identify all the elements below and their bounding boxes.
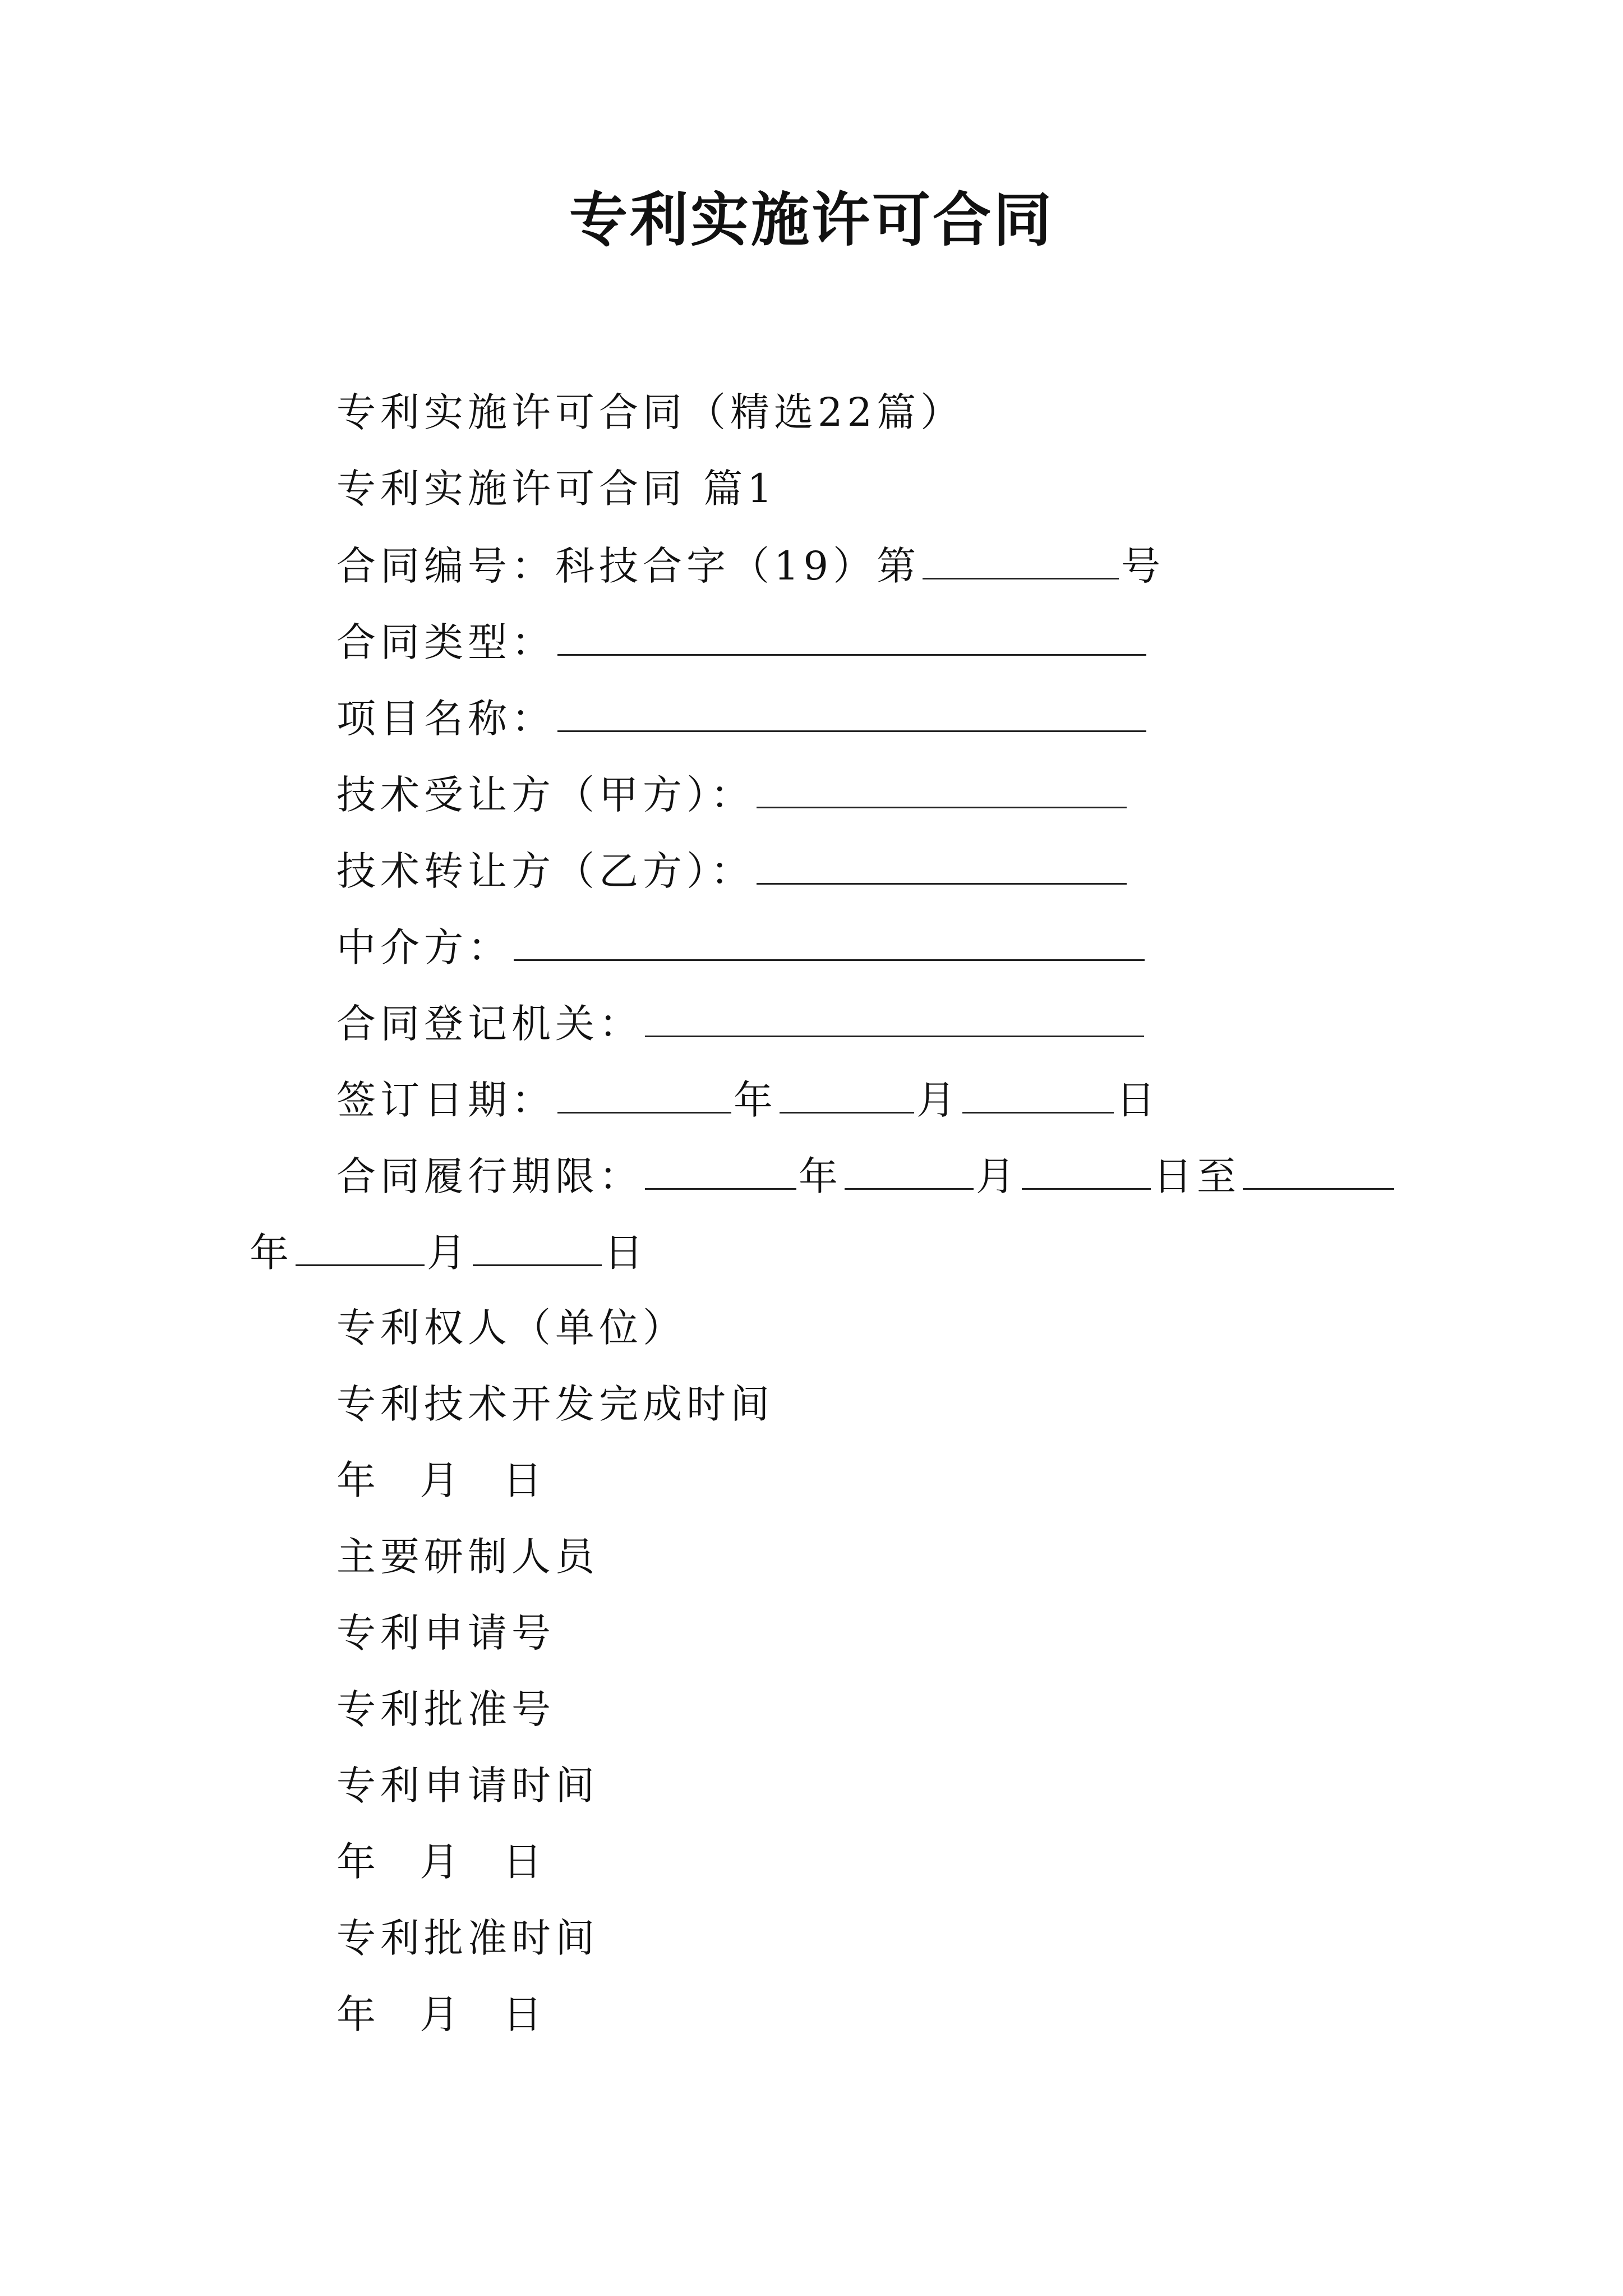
sign-year-blank[interactable]	[557, 1079, 731, 1114]
term-end-day-text: 日	[604, 1230, 648, 1276]
party-b-blank[interactable]	[757, 850, 1127, 885]
contract-number-blank[interactable]	[923, 545, 1119, 579]
term-end-month-blank[interactable]	[296, 1232, 425, 1266]
term-start-year-text: 年	[799, 1153, 842, 1199]
sign-date-line	[336, 1077, 1160, 1123]
patentee-item: 专利权人（单位）	[336, 1305, 686, 1351]
term-start-day-blank[interactable]	[1022, 1156, 1151, 1190]
contract-type-label: 合同类型：	[336, 619, 555, 665]
contract-number-label: 合同编号：科技合字（19）第	[336, 543, 921, 589]
intermediary-blank[interactable]	[514, 927, 1145, 961]
contract-type-blank[interactable]	[557, 622, 1146, 656]
contract-type-line	[336, 619, 1149, 665]
contract-number-suffix: 号	[1121, 543, 1165, 589]
registry-blank[interactable]	[645, 1003, 1144, 1037]
application-number-item: 专利申请号	[336, 1610, 555, 1656]
sign-year-text: 年	[734, 1077, 777, 1123]
project-name-blank[interactable]	[557, 698, 1146, 732]
party-b-label: 技术转让方（乙方）：	[336, 848, 754, 894]
section-heading: 专利实施许可合同 篇1	[336, 466, 777, 512]
party-a-blank[interactable]	[757, 774, 1127, 808]
document-subtitle: 专利实施许可合同（精选22篇）	[336, 389, 965, 435]
intermediary-label: 中介方：	[336, 924, 511, 970]
term-start-year-blank[interactable]	[645, 1156, 796, 1190]
grant-time-item: 专利批准时间	[336, 1915, 599, 1961]
researchers-item: 主要研制人员	[336, 1534, 599, 1580]
term-end-year-text: 年	[250, 1230, 293, 1276]
term-start-month-text: 月	[976, 1153, 1020, 1199]
sign-date-label: 签订日期：	[336, 1077, 555, 1123]
dev-time-date: 年 月 日	[336, 1457, 547, 1503]
sign-month-text: 月	[916, 1077, 960, 1123]
term-label: 合同履行期限：	[336, 1153, 643, 1199]
term-end-year-blank[interactable]	[1243, 1156, 1394, 1190]
party-b-line	[336, 848, 1129, 894]
sign-day-blank[interactable]	[962, 1079, 1114, 1114]
registry-line	[336, 1001, 1146, 1047]
application-time-date: 年 月 日	[336, 1839, 547, 1885]
contract-number-line	[336, 543, 1165, 589]
sign-day-text: 日	[1116, 1077, 1160, 1123]
term-line	[336, 1153, 1396, 1199]
document-title: 专利实施许可合同	[569, 185, 1054, 254]
sign-month-blank[interactable]	[780, 1079, 914, 1114]
registry-label: 合同登记机关：	[336, 1001, 643, 1047]
grant-time-date: 年 月 日	[336, 1991, 547, 2037]
term-end-day-blank[interactable]	[473, 1232, 602, 1266]
grant-number-item: 专利批准号	[336, 1686, 555, 1732]
term-start-month-blank[interactable]	[845, 1156, 974, 1190]
intermediary-line	[336, 924, 1147, 970]
project-name-label: 项目名称：	[336, 696, 555, 742]
term-continuation-line	[250, 1230, 648, 1276]
party-a-label: 技术受让方（甲方）：	[336, 772, 754, 818]
term-day-to-text: 日至	[1153, 1153, 1241, 1199]
dev-time-item: 专利技术开发完成时间	[336, 1381, 774, 1427]
party-a-line	[336, 772, 1129, 818]
project-name-line	[336, 696, 1149, 742]
term-end-month-text: 月	[427, 1230, 471, 1276]
application-time-item: 专利申请时间	[336, 1763, 599, 1809]
